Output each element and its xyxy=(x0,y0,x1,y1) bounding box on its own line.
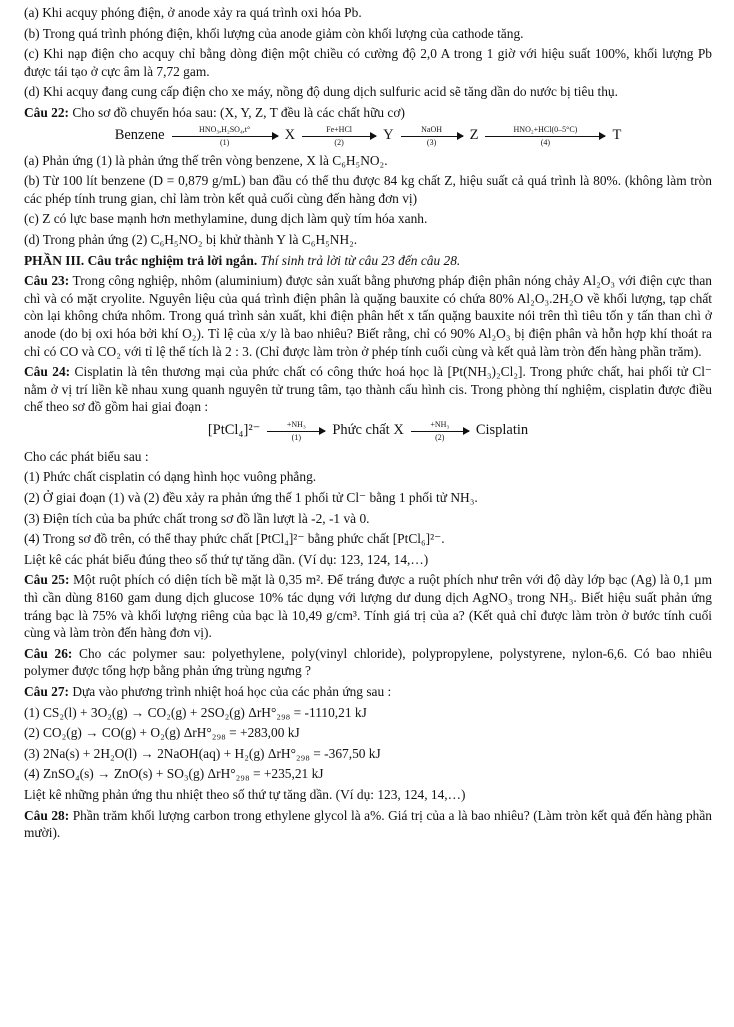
arrow-3-reagent: NaOH xyxy=(421,124,443,134)
q28-label: Câu 28: xyxy=(24,807,70,823)
scheme-node-complex-x: Phức chất X xyxy=(332,422,404,439)
arrow-3-step: (3) xyxy=(426,137,437,147)
arrow-4-reagent: HNO₂+HCl(0–5°C) xyxy=(513,124,578,134)
part3-note: Thí sinh trả lời từ câu 23 đến câu 28. xyxy=(257,252,461,268)
part3-title: PHẦN III. Câu trắc nghiệm trả lời ngắn. xyxy=(24,252,258,268)
q25-text: Một ruột phích có diện tích bề mặt là 0,35 m². Để tráng được a ruột phích như trên với độ dày lớp bạc (Ag) là 0,1 µm thì cần dùng 8160 gam dung dịch glucose 10% tác dụng với lượng dư dung dịch AgNO₃ trong NH₃. Biết hiệu suất phản ứng tráng bạc là 75% và khối lượng riêng của bạc là 10,49 g/cm³. Tính giá trị của a? (Kết quả chỉ được làm tròn ở bước tính cuối cùng và làm tròn đến hàng đơn vị). xyxy=(24,572,712,641)
q27 xyxy=(24,683,712,701)
arrow-4-step: (4) xyxy=(540,137,551,147)
scheme-node-ptcl4: [PtCl₄]²⁻ xyxy=(207,422,261,439)
q22-item-a: (a) Phản ứng (1) là phản ứng thế trên vòng benzene, X là C₆H₅NO₂. xyxy=(24,152,388,168)
q27-reaction-3: (3) 2Na(s) + 2H₂O(l) → 2NaOH(aq) + H₂(g) ΔrH°₂₉₈ = -367,50 kJ xyxy=(24,745,381,761)
scheme-node-t: T xyxy=(612,126,622,143)
q24-text: Cisplatin là tên thương mại của phức chất có công thức hoá học là [Pt(NH₃)₂Cl₂]. Trong phức chất, hai phối tử Cl⁻ nằm ở vị trí liền kề nhau xung quanh nguyên tử trung tâm, tạo thành cấu hình cis. Trong phòng thí nghiệm, cisplatin được điều chế theo sơ đồ gồm hai giai đoạn : xyxy=(24,364,712,415)
q25-label: Câu 25: xyxy=(24,572,70,588)
scheme-node-cisplatin: Cisplatin xyxy=(475,422,529,439)
q24-arrow-2-step: (2) xyxy=(435,432,445,442)
q24-arrow-1 xyxy=(267,420,325,442)
q27-instruction: Liệt kê những phản ứng thu nhiệt theo số thứ tự tăng dần. (Ví dụ: 123, 124, 14,…) xyxy=(24,786,466,802)
q27-label: Câu 27: xyxy=(24,684,70,699)
q27-reaction-4: (4) ZnSO₄(s) → ZnO(s) + SO₃(g) ΔrH°₂₉₈ = +235,21 kJ xyxy=(24,766,324,782)
q24-instruction: Liệt kê các phát biểu đúng theo số thứ tự tăng dần. (Ví dụ: 123, 124, 14,…) xyxy=(24,551,429,567)
arrow-1-step: (1) xyxy=(219,137,230,147)
q24-reaction-scheme xyxy=(24,420,712,442)
q24-arrow-1-line xyxy=(267,431,325,432)
q27-reaction-2: (2) CO₂(g) → CO(g) + O₂(g) ΔrH°₂₉₈ = +283,00 kJ xyxy=(24,725,300,741)
q21-item-c: (c) Khi nạp điện cho acquy chỉ bằng dòng điện một chiều có cường độ 2,0 A trong 1 giờ với hiệu suất 100%, khối lượng Pb được tái tạo ở cực âm là 7,72 gam. xyxy=(24,46,712,79)
q23 xyxy=(24,272,712,360)
q26-label: Câu 26: xyxy=(24,645,73,661)
q25 xyxy=(24,571,712,641)
q24 xyxy=(24,363,712,416)
scheme-node-x: X xyxy=(284,126,296,143)
arrow-2-line xyxy=(302,136,376,137)
q24-arrow-2 xyxy=(411,420,469,442)
q23-text: Trong công nghiệp, nhôm (aluminium) được sản xuất bằng phương pháp điện phân nóng chảy Al₂O₃ với điện cực than chì và có mặt cryolite. Nguyên liệu của quá trình điện phân là quặng bauxite có chứa 80% Al₂O₃.2H₂O về khối lượng, tạp chất còn lại không chứa nhôm. Trong quá trình sản xuất, khi điện phân hết x tấn quặng bauxite nói trên thì tiêu tốn y tấn than chì ở anode (do bị oxi hóa bởi khí O₂). Tỉ lệ của x/y là bao nhiêu? Biết rằng, chỉ có 90% Al₂O₃ bị điện phân và hỗn hợp khí thoát ra chỉ có CO và CO₂ với tỉ lệ thể tích là 2 : 3. (Chỉ được làm tròn ở phép tính cuối cùng và kết quả làm tròn đến hàng phần trăm). xyxy=(24,273,713,359)
q27-text: Dựa vào phương trình nhiệt hoá học của các phản ứng sau : xyxy=(69,684,392,699)
part3-heading xyxy=(24,252,712,270)
q22-reaction-scheme xyxy=(24,125,712,147)
scheme-arrow-1 xyxy=(172,125,278,147)
q21-item-d: (d) Khi acquy đang cung cấp điện cho xe máy, nồng độ dung dịch sulfuric acid sẽ tăng dần do nước bị tiêu thụ. xyxy=(24,84,618,100)
q28 xyxy=(24,807,712,842)
q24-arrow-1-reagent: +NH₃ xyxy=(286,419,306,429)
q28-text: Phần trăm khối lượng carbon trong ethylene glycol là a%. Giá trị của a là bao nhiêu? (Làm tròn kết quả đến hàng phần mười). xyxy=(24,807,712,841)
arrow-2-reagent: Fe+HCl xyxy=(326,124,353,134)
q21-item-a: (a) Khi acquy phóng điện, ở anode xảy ra quá trình oxi hóa Pb. xyxy=(24,5,362,20)
q24-item-3: (3) Điện tích của ba phức chất trong sơ đồ lần lượt là -2, -1 và 0. xyxy=(24,510,370,526)
q22-item-b: (b) Từ 100 lít benzene (D = 0,879 g/mL) ban đầu có thể thu được 84 kg chất Z, hiệu suất cả quá trình là 80%. (không làm tròn các phép tính trung gian, chỉ làm tròn kết quả cuối cùng đến hàng đơn vị) xyxy=(24,173,712,206)
q26-text: Cho các polymer sau: polyethylene, poly(vinyl chloride), polypropylene, polystyrene, nylon-6,6. Có bao nhiêu polymer được tổng hợp bằng phản ứng trùng ngưng ? xyxy=(24,645,712,679)
arrow-3-line xyxy=(401,136,463,137)
q22-item-d: (d) Trong phản ứng (2) C₆H₅NO₂ bị khử thành Y là C₆H₅NH₂. xyxy=(24,231,358,247)
q24-item-4: (4) Trong sơ đồ trên, có thể thay phức chất [PtCl₄]²⁻ bằng phức chất [PtCl₆]²⁻. xyxy=(24,531,445,547)
scheme-arrow-4 xyxy=(485,125,605,147)
scheme-node-z: Z xyxy=(469,126,479,143)
q26 xyxy=(24,645,712,680)
scheme-node-benzene: Benzene xyxy=(114,126,165,143)
q22-stem xyxy=(24,104,712,122)
q22-text: Cho sơ đồ chuyển hóa sau: (X, Y, Z, T đều là các chất hữu cơ) xyxy=(69,104,405,120)
scheme-arrow-2 xyxy=(302,125,376,147)
q22-item-c: (c) Z có lực base mạnh hơn methylamine, dung dịch làm quỳ tím hóa xanh. xyxy=(24,211,428,227)
q22-label: Câu 22: xyxy=(24,104,70,120)
q24-item-2: (2) Ở giai đoạn (1) và (2) đều xảy ra phản ứng thế 1 phối tử Cl⁻ bằng 1 phối tử NH₃. xyxy=(24,490,478,506)
scheme-arrow-3 xyxy=(401,125,463,147)
q21-item-b: (b) Trong quá trình phóng điện, khối lượng của anode giảm còn khối lượng của cathode tăng. xyxy=(24,25,524,41)
arrow-1-line xyxy=(172,136,278,137)
q27-reaction-1: (1) CS₂(l) + 3O₂(g) → CO₂(g) + 2SO₂(g) ΔrH°₂₉₈ = -1110,21 kJ xyxy=(24,704,367,720)
arrow-2-step: (2) xyxy=(334,137,344,147)
q23-label: Câu 23: xyxy=(24,273,70,289)
q24-item-1: (1) Phức chất cisplatin có dạng hình học vuông phẳng. xyxy=(24,469,317,485)
arrow-1-reagent: HNO₃,H₂SO₄,t° xyxy=(199,124,251,134)
q24-intro: Cho các phát biểu sau : xyxy=(24,448,149,464)
arrow-4-line xyxy=(485,136,605,137)
q24-arrow-2-line xyxy=(411,431,469,432)
q24-label: Câu 24: xyxy=(24,364,71,380)
q24-arrow-1-step: (1) xyxy=(291,432,301,442)
q24-arrow-2-reagent: +NH₃ xyxy=(430,419,450,429)
scheme-node-y: Y xyxy=(383,126,394,143)
